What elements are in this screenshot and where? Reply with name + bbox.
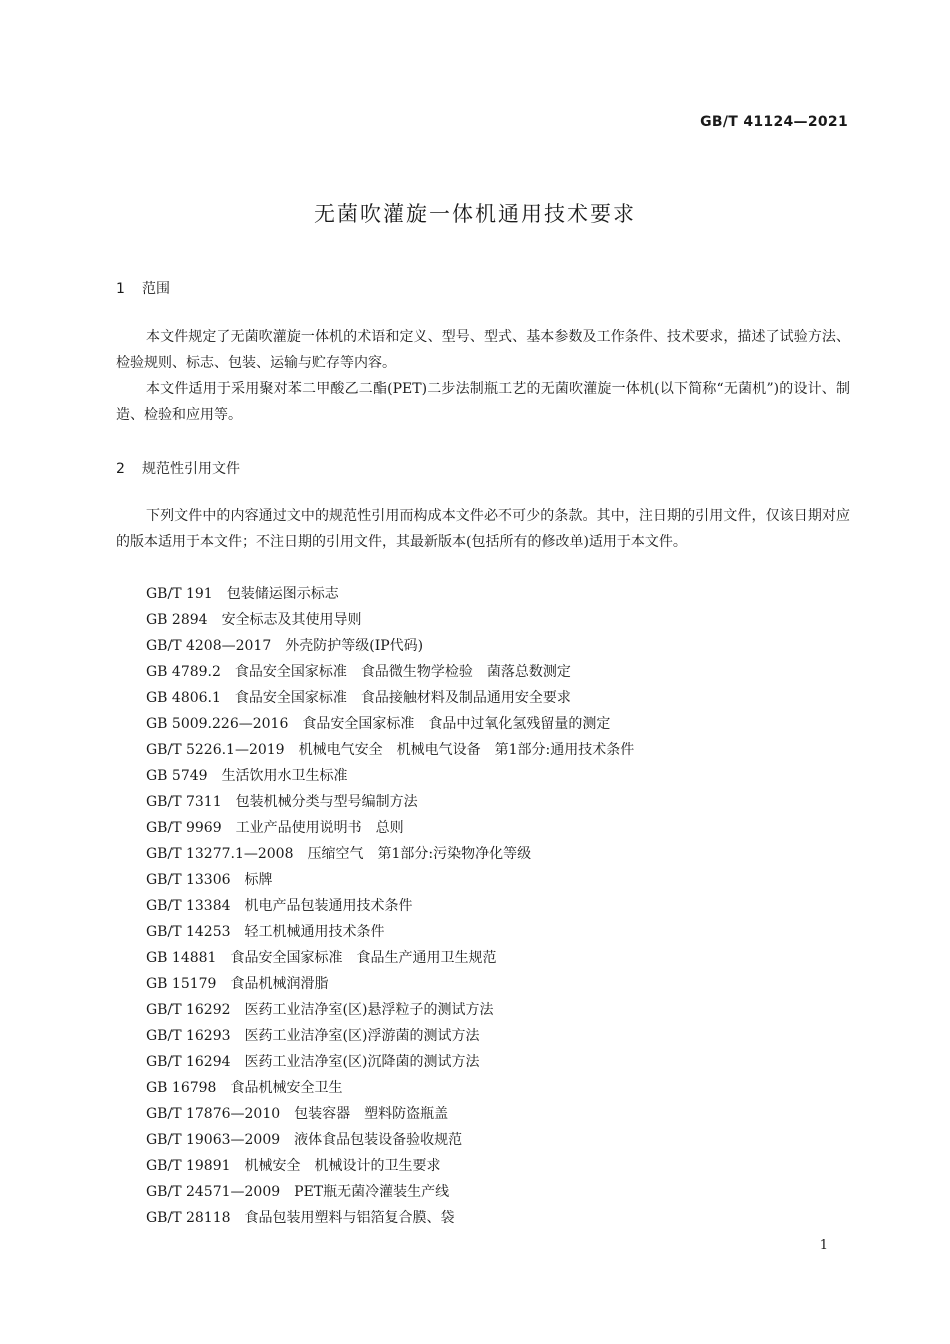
reference-title: 液体食品包装设备验收规范 [294, 1132, 463, 1148]
reference-code: GB 15179 [146, 976, 217, 992]
reference-code: GB/T 13384 [146, 898, 231, 914]
reference-title: 食品安全国家标准 食品生产通用卫生规范 [230, 950, 497, 966]
reference-item [146, 1049, 634, 1075]
reference-title: 食品安全国家标准 食品接触材料及制品通用安全要求 [234, 690, 571, 706]
reference-item [146, 581, 634, 607]
reference-title: 工业产品使用说明书 总则 [235, 820, 404, 836]
document-code: GB/T 41124—2021 [700, 114, 848, 130]
section-number: 1 [116, 281, 125, 297]
section-title: 规范性引用文件 [142, 461, 240, 477]
reference-code: GB 5009.226—2016 [146, 716, 289, 732]
reference-item [146, 789, 634, 815]
reference-title: 机械电气安全 机械电气设备 第1部分:通用技术条件 [298, 742, 635, 758]
reference-code: GB/T 5226.1—2019 [146, 742, 285, 758]
reference-item [146, 945, 634, 971]
reference-title: 食品包装用塑料与铝箔复合膜、袋 [244, 1210, 455, 1226]
reference-title: 医药工业洁净室(区)悬浮粒子的测试方法 [244, 1002, 494, 1018]
reference-code: GB/T 16293 [146, 1028, 231, 1044]
reference-code: GB/T 17876—2010 [146, 1106, 281, 1122]
reference-code: GB/T 9969 [146, 820, 222, 836]
reference-title: 包装机械分类与型号编制方法 [235, 794, 418, 810]
reference-item [146, 997, 634, 1023]
reference-code: GB 5749 [146, 768, 208, 784]
reference-item [146, 971, 634, 997]
reference-code: GB/T 7311 [146, 794, 222, 810]
reference-item [146, 841, 634, 867]
reference-title: 安全标志及其使用导则 [221, 612, 362, 628]
reference-title: 医药工业洁净室(区)沉降菌的测试方法 [244, 1054, 480, 1070]
reference-title: 机电产品包装通用技术条件 [244, 898, 413, 914]
section-number: 2 [116, 461, 125, 477]
reference-code: GB/T 16292 [146, 1002, 231, 1018]
reference-code: GB/T 4208—2017 [146, 638, 272, 654]
reference-title: 食品安全国家标准 食品中过氧化氢残留量的测定 [302, 716, 611, 732]
reference-item [146, 1075, 634, 1101]
reference-item [146, 607, 634, 633]
reference-title: 食品机械润滑脂 [230, 976, 329, 992]
reference-title: 标牌 [244, 872, 273, 888]
reference-item [146, 1205, 634, 1231]
reference-title: 压缩空气 第1部分:污染物净化等级 [307, 846, 532, 862]
reference-item [146, 867, 634, 893]
reference-item [146, 893, 634, 919]
reference-code: GB/T 16294 [146, 1054, 231, 1070]
section-heading-normative-references [116, 458, 240, 478]
reference-item [146, 815, 634, 841]
reference-item [146, 659, 634, 685]
document-title: 无菌吹灌旋一体机通用技术要求 [314, 202, 636, 226]
reference-item [146, 1153, 634, 1179]
reference-code: GB 4806.1 [146, 690, 221, 706]
reference-title: 外壳防护等级(IP代码) [285, 638, 424, 654]
reference-code: GB/T 13306 [146, 872, 231, 888]
reference-title: 机械安全 机械设计的卫生要求 [244, 1158, 441, 1174]
reference-code: GB 16798 [146, 1080, 217, 1096]
reference-item [146, 685, 634, 711]
reference-title: 轻工机械通用技术条件 [244, 924, 385, 940]
reference-code: GB/T 13277.1—2008 [146, 846, 294, 862]
references-intro-paragraph: 下列文件中的内容通过文中的规范性引用而构成本文件必不可少的条款。其中，注日期的引用文件，仅该日期对应的版本适用于本文件；不注日期的引用文件，其最新版本(包括所有的修改单)适用于本文件。 [116, 508, 850, 550]
reference-title: 包装储运图示标志 [226, 586, 339, 602]
reference-title: 包装容器 塑料防盗瓶盖 [294, 1106, 449, 1122]
reference-item [146, 1179, 634, 1205]
reference-code: GB/T 191 [146, 586, 213, 602]
reference-item [146, 711, 634, 737]
reference-title: 食品机械安全卫生 [230, 1080, 343, 1096]
reference-title: PET瓶无菌冷灌装生产线 [294, 1184, 450, 1200]
reference-title: 医药工业洁净室(区)浮游菌的测试方法 [244, 1028, 480, 1044]
reference-item [146, 737, 634, 763]
section-title: 范围 [142, 281, 170, 297]
reference-item [146, 763, 634, 789]
reference-item [146, 1023, 634, 1049]
reference-code: GB/T 24571—2009 [146, 1184, 281, 1200]
scope-paragraph-2: 本文件适用于采用聚对苯二甲酸乙二酯(PET)二步法制瓶工艺的无菌吹灌旋一体机(以下简称“无菌机”)的设计、制造、检验和应用等。 [116, 381, 850, 423]
reference-list [146, 581, 634, 1231]
reference-item [146, 919, 634, 945]
reference-item [146, 1127, 634, 1153]
page-number: 1 [819, 1238, 828, 1253]
reference-code: GB/T 28118 [146, 1210, 231, 1226]
reference-code: GB/T 19891 [146, 1158, 231, 1174]
reference-title: 生活饮用水卫生标准 [221, 768, 348, 784]
reference-title: 食品安全国家标准 食品微生物学检验 菌落总数测定 [234, 664, 571, 680]
reference-code: GB 14881 [146, 950, 217, 966]
reference-code: GB 4789.2 [146, 664, 221, 680]
reference-code: GB 2894 [146, 612, 208, 628]
reference-item [146, 633, 634, 659]
scope-paragraph-1: 本文件规定了无菌吹灌旋一体机的术语和定义、型号、型式、基本参数及工作条件、技术要求，描述了试验方法、检验规则、标志、包装、运输与贮存等内容。 [116, 329, 850, 371]
reference-item [146, 1101, 634, 1127]
reference-code: GB/T 14253 [146, 924, 231, 940]
reference-code: GB/T 19063—2009 [146, 1132, 281, 1148]
section-heading-scope [116, 278, 170, 298]
